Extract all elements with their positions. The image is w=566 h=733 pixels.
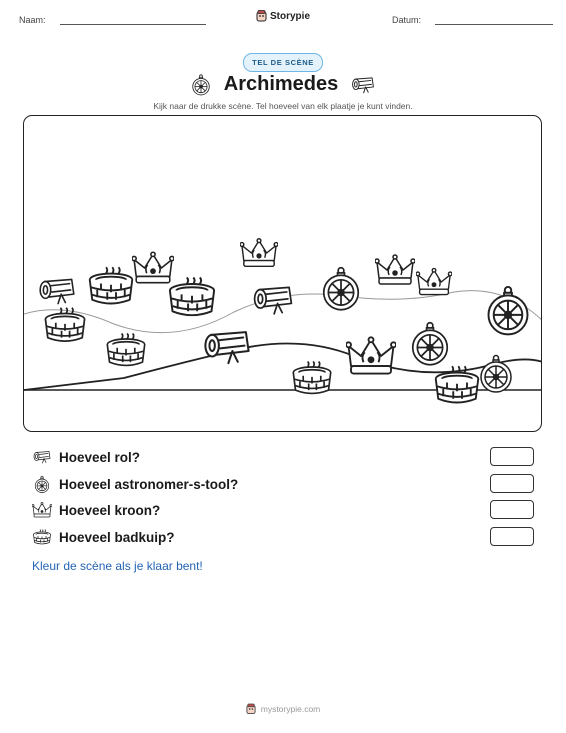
name-label: Naam: [19, 15, 46, 25]
storypie-mascot-icon [256, 10, 267, 22]
answer-box-bathtub[interactable] [490, 527, 534, 546]
scene-illustration [24, 116, 542, 432]
bathtub-icon [32, 527, 52, 547]
astrolabe-icon [190, 74, 212, 96]
question-row-bathtub [32, 526, 536, 548]
scene-astrolabe-2 [413, 323, 448, 365]
question-row-scroll [32, 446, 536, 468]
crown-icon [32, 500, 52, 520]
scene-bathtub-5 [293, 362, 330, 394]
brand-name: Storypie [270, 10, 311, 22]
page-title: Archimedes [223, 73, 339, 95]
counting-scene [23, 115, 542, 432]
question-text: Hoeveel astronomer-s-tool? [59, 476, 239, 492]
date-field [392, 15, 553, 25]
scroll-icon [32, 447, 52, 467]
scene-bathtub-4 [107, 334, 144, 366]
scene-crown-3 [375, 255, 415, 284]
scene-crown-1 [132, 252, 174, 282]
title-row [0, 73, 566, 96]
page-subtitle: Kijk naar de drukke scène. Tel hoeveel van elk plaatje je kunt vinden. [153, 101, 413, 111]
astrolabe-icon [32, 474, 52, 494]
footer-url[interactable]: mystorypie.com [260, 704, 321, 714]
name-field [19, 15, 206, 25]
storypie-mascot-icon [246, 703, 256, 715]
question-text: Hoeveel rol? [59, 449, 141, 465]
footer [0, 703, 566, 715]
answer-box-astrolabe[interactable] [490, 474, 534, 493]
activity-badge: TEL DE SCÈNE [243, 53, 323, 72]
brand-logo [256, 10, 310, 22]
scene-astrolabe-3 [489, 287, 528, 334]
scene-scroll-3 [205, 332, 248, 363]
coloring-note: Kleur de scène als je klaar bent! [32, 559, 203, 573]
scene-scroll-2 [255, 287, 292, 313]
scroll-icon [350, 76, 376, 94]
question-row-crown [32, 499, 536, 521]
question-text: Hoeveel kroon? [59, 502, 161, 518]
answer-box-crown[interactable] [490, 500, 534, 519]
scene-bathtub-2 [170, 278, 214, 316]
scene-scroll-1 [40, 279, 74, 303]
scene-crown-4 [416, 269, 452, 295]
scene-crown-5 [346, 337, 396, 373]
date-label: Datum: [392, 15, 422, 25]
name-line[interactable] [60, 15, 206, 25]
question-text: Hoeveel badkuip? [59, 529, 175, 545]
date-line[interactable] [435, 15, 553, 25]
answer-box-scroll[interactable] [490, 447, 534, 466]
question-row-astrolabe [32, 473, 536, 495]
scene-crown-2 [240, 239, 278, 267]
scene-bathtub-1 [90, 267, 133, 303]
scene-astrolabe-1 [324, 268, 359, 310]
